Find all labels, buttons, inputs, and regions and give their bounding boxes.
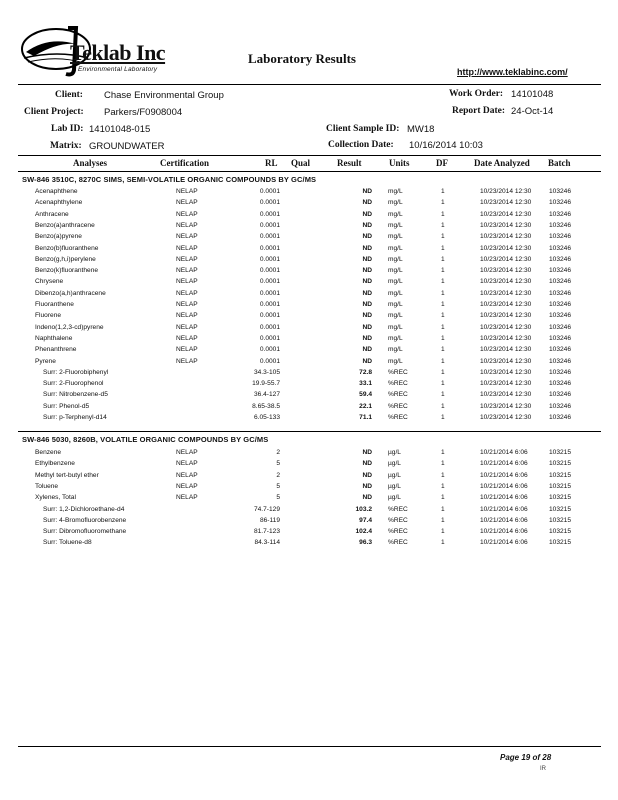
rl-cell: 5 (276, 494, 280, 502)
result-cell: ND (362, 221, 372, 229)
table-row (0, 323, 618, 334)
footer-rule (18, 746, 601, 747)
result-cell: ND (362, 471, 372, 479)
col-df: DF (436, 158, 448, 168)
analyte-cell: Chrysene (35, 278, 64, 286)
col-analyses: Analyses (73, 158, 108, 168)
date-analyzed-cell: 10/23/2014 12:30 (480, 278, 532, 286)
date-analyzed-cell: 10/21/2014 6:06 (480, 516, 528, 524)
table-row (0, 334, 618, 345)
rl-cell: 0.0001 (259, 346, 280, 354)
section-title: SW-846 5030, 8260B, VOLATILE ORGANIC COMPOUNDS BY GC/MS (22, 435, 269, 444)
table-row (0, 221, 618, 232)
result-cell: ND (362, 244, 372, 252)
units-cell: mg/L (388, 312, 403, 320)
batch-cell: 103246 (549, 289, 572, 297)
date-analyzed-cell: 10/21/2014 6:06 (480, 505, 528, 513)
analyte-cell: Benzo(k)fluoranthene (35, 267, 99, 275)
corner-mark: IR (540, 766, 546, 772)
batch-cell: 103246 (549, 199, 572, 207)
analyte-cell: Benzo(b)fluoranthene (35, 244, 99, 252)
client-label: Client: (55, 90, 83, 100)
df-cell: 1 (441, 346, 445, 354)
result-cell: ND (362, 278, 372, 286)
units-cell: µg/L (388, 482, 401, 490)
analyte-cell: Surr: 2-Fluorophenol (43, 380, 104, 388)
batch-cell: 103246 (549, 210, 572, 218)
date-analyzed-cell: 10/21/2014 6:06 (480, 471, 528, 479)
units-cell: %REC (388, 414, 408, 421)
rl-cell: 0.0001 (259, 323, 280, 331)
analyte-cell: Anthracene (35, 210, 69, 218)
df-cell: 1 (441, 449, 445, 456)
sample-label: Client Sample ID: (326, 124, 400, 134)
batch-cell: 103215 (549, 449, 572, 456)
date-analyzed-cell: 10/21/2014 6:06 (480, 494, 528, 502)
rl-cell: 0.0001 (259, 244, 280, 252)
batch-cell: 103246 (549, 301, 572, 308)
date-analyzed-cell: 10/23/2014 12:30 (480, 221, 532, 229)
date-analyzed-cell: 10/21/2014 6:06 (480, 539, 528, 547)
result-cell: 97.4 (359, 516, 372, 524)
certification-cell: NELAP (176, 301, 198, 308)
result-cell: 59.4 (359, 391, 372, 399)
table-row (0, 459, 618, 470)
df-cell: 1 (441, 334, 445, 342)
rl-cell: 81.7-123 (253, 528, 280, 536)
rl-cell: 0.0001 (259, 334, 280, 342)
date-analyzed-cell: 10/23/2014 12:30 (480, 414, 532, 421)
section-title: SW-846 3510C, 8270C SIMS, SEMI-VOLATILE ORGANIC COMPOUNDS BY GC/MS (22, 175, 317, 184)
rl-cell: 6.05-133 (253, 414, 280, 421)
analyte-cell: Toluene (35, 482, 59, 490)
analyte-cell: Fluorene (35, 312, 62, 320)
df-cell: 1 (441, 380, 445, 388)
rl-cell: 0.0001 (259, 301, 280, 308)
table-row (0, 505, 618, 516)
batch-cell: 103246 (549, 255, 572, 263)
result-cell: 72.8 (359, 368, 372, 376)
date-analyzed-cell: 10/23/2014 12:30 (480, 255, 532, 263)
rl-cell: 34.3-105 (253, 368, 280, 376)
date-analyzed-cell: 10/21/2014 6:06 (480, 482, 528, 490)
date-analyzed-cell: 10/23/2014 12:30 (480, 323, 532, 331)
batch-cell: 103246 (549, 414, 572, 421)
batch-cell: 103246 (549, 233, 572, 241)
table-row (0, 471, 618, 482)
df-cell: 1 (441, 528, 445, 536)
df-cell: 1 (441, 402, 445, 410)
df-cell: 1 (441, 199, 445, 207)
batch-cell: 103215 (549, 460, 572, 468)
batch-cell: 103246 (549, 188, 572, 195)
df-cell: 1 (441, 244, 445, 252)
result-cell: ND (362, 323, 372, 331)
batch-cell: 103215 (549, 528, 572, 536)
rl-cell: 2 (276, 471, 280, 479)
rl-cell: 19.9-55.7 (252, 380, 280, 388)
analyte-cell: Acenaphthene (35, 188, 78, 195)
analyte-cell: Benzo(a)anthracene (35, 221, 95, 229)
date-analyzed-cell: 10/23/2014 12:30 (480, 346, 532, 354)
batch-cell: 103246 (549, 278, 572, 286)
units-cell: %REC (388, 368, 408, 376)
workorder-label: Work Order: (449, 89, 504, 99)
col-date-analyzed: Date Analyzed (474, 158, 530, 168)
table-row (0, 493, 618, 504)
table-row (0, 232, 618, 243)
units-cell: mg/L (388, 255, 403, 263)
analyte-cell: Pyrene (35, 357, 56, 365)
result-cell: ND (362, 482, 372, 490)
project-label: Client Project: (24, 107, 84, 117)
units-cell: %REC (388, 516, 408, 524)
date-analyzed-cell: 10/23/2014 12:30 (480, 210, 532, 218)
df-cell: 1 (441, 301, 445, 308)
rl-cell: 74.7-129 (253, 505, 280, 513)
date-analyzed-cell: 10/23/2014 12:30 (480, 289, 532, 297)
result-cell: ND (362, 460, 372, 468)
table-row (0, 448, 618, 459)
analyte-cell: Ethylbenzene (35, 460, 75, 468)
result-cell: ND (362, 334, 372, 342)
certification-cell: NELAP (176, 334, 198, 342)
col-rl: RL (265, 158, 278, 168)
header-rule (18, 84, 601, 85)
result-cell: ND (362, 357, 372, 365)
batch-cell: 103215 (549, 505, 572, 513)
units-cell: mg/L (388, 289, 403, 297)
certification-cell: NELAP (176, 312, 198, 320)
rl-cell: 0.0001 (259, 267, 280, 275)
df-cell: 1 (441, 414, 445, 421)
table-row (0, 538, 618, 549)
table-header-rule (18, 171, 601, 172)
rl-cell: 2 (276, 449, 280, 456)
table-row (0, 402, 618, 413)
units-cell: mg/L (388, 323, 403, 331)
df-cell: 1 (441, 278, 445, 286)
analyte-cell: Surr: 4-Bromofluorobenzene (43, 516, 127, 524)
rl-cell: 8.65-38.5 (252, 402, 280, 410)
units-cell: %REC (388, 528, 408, 536)
date-analyzed-cell: 10/23/2014 12:30 (480, 368, 532, 376)
batch-cell: 103246 (549, 391, 572, 399)
date-analyzed-cell: 10/23/2014 12:30 (480, 199, 532, 207)
analyte-cell: Fluoranthene (35, 301, 74, 308)
analyte-cell: Methyl tert-butyl ether (35, 471, 99, 479)
date-analyzed-cell: 10/23/2014 12:30 (480, 301, 532, 308)
collection-value: 10/16/2014 10:03 (409, 140, 483, 151)
rl-cell: 0.0001 (259, 312, 280, 320)
rl-cell: 0.0001 (259, 278, 280, 286)
table-row (0, 379, 618, 390)
analyte-cell: Indeno(1,2,3-cd)pyrene (35, 323, 104, 331)
units-cell: mg/L (388, 244, 403, 252)
table-row (0, 244, 618, 255)
df-cell: 1 (441, 210, 445, 218)
rl-cell: 0.0001 (259, 289, 280, 297)
units-cell: mg/L (388, 301, 403, 308)
batch-cell: 103246 (549, 312, 572, 320)
date-analyzed-cell: 10/23/2014 12:30 (480, 233, 532, 241)
table-row (0, 527, 618, 538)
certification-cell: NELAP (176, 346, 198, 354)
units-cell: mg/L (388, 278, 403, 286)
certification-cell: NELAP (176, 199, 198, 207)
analyte-cell: Surr: 1,2-Dichloroethane-d4 (43, 505, 125, 513)
batch-cell: 103246 (549, 244, 572, 252)
result-cell: ND (362, 494, 372, 502)
table-row (0, 413, 618, 424)
table-row (0, 300, 618, 311)
df-cell: 1 (441, 233, 445, 241)
report-title: Laboratory Results (248, 51, 356, 66)
certification-cell: NELAP (176, 460, 198, 468)
table-row (0, 345, 618, 356)
certification-cell: NELAP (176, 221, 198, 229)
units-cell: %REC (388, 380, 408, 388)
date-analyzed-cell: 10/21/2014 6:06 (480, 460, 528, 468)
result-cell: ND (362, 312, 372, 320)
workorder-value: 14101048 (511, 89, 554, 100)
result-cell: ND (362, 346, 372, 354)
certification-cell: NELAP (176, 244, 198, 252)
result-cell: 71.1 (359, 414, 372, 421)
units-cell: %REC (388, 505, 408, 513)
result-cell: ND (362, 301, 372, 308)
units-cell: mg/L (388, 334, 403, 342)
result-cell: 22.1 (359, 402, 372, 410)
labid-label: Lab ID: (51, 124, 84, 134)
batch-cell: 103215 (549, 471, 572, 479)
table-row (0, 210, 618, 221)
batch-cell: 103246 (549, 402, 572, 410)
website-link[interactable]: http://www.teklabinc.com/ (457, 67, 568, 77)
table-row (0, 357, 618, 368)
table-top-rule (18, 155, 601, 156)
result-cell: ND (362, 199, 372, 207)
project-value: Parkers/F0908004 (104, 107, 183, 118)
df-cell: 1 (441, 516, 445, 524)
batch-cell: 103246 (549, 323, 572, 331)
batch-cell: 103215 (549, 482, 572, 490)
df-cell: 1 (441, 255, 445, 263)
df-cell: 1 (441, 267, 445, 275)
df-cell: 1 (441, 289, 445, 297)
result-cell: ND (362, 267, 372, 275)
table-row (0, 277, 618, 288)
units-cell: µg/L (388, 471, 401, 479)
batch-cell: 103246 (549, 267, 572, 275)
sample-value: MW18 (407, 124, 435, 135)
date-analyzed-cell: 10/23/2014 12:30 (480, 357, 532, 365)
rl-cell: 0.0001 (259, 221, 280, 229)
table-row (0, 266, 618, 277)
date-analyzed-cell: 10/23/2014 12:30 (480, 402, 532, 410)
result-cell: ND (362, 289, 372, 297)
analyte-cell: Surr: p-Terphenyl-d14 (43, 414, 107, 421)
result-cell: ND (362, 210, 372, 218)
client-value: Chase Environmental Group (104, 90, 224, 101)
certification-cell: NELAP (176, 278, 198, 286)
rl-cell: 36.4-127 (253, 391, 280, 399)
col-result: Result (337, 158, 362, 168)
analyte-cell: Benzene (35, 449, 62, 456)
units-cell: mg/L (388, 357, 403, 365)
batch-cell: 103215 (549, 494, 572, 502)
date-analyzed-cell: 10/21/2014 6:06 (480, 449, 528, 456)
certification-cell: NELAP (176, 267, 198, 275)
df-cell: 1 (441, 471, 445, 479)
df-cell: 1 (441, 323, 445, 331)
certification-cell: NELAP (176, 471, 198, 479)
df-cell: 1 (441, 391, 445, 399)
analyte-cell: Surr: Nitrobenzene-d5 (43, 391, 108, 399)
collection-label: Collection Date: (328, 140, 394, 150)
analyte-cell: Naphthalene (35, 334, 73, 342)
reportdate-value: 24-Oct-14 (511, 106, 554, 117)
col-qual: Qual (291, 158, 311, 168)
rl-cell: 0.0001 (259, 357, 280, 365)
date-analyzed-cell: 10/23/2014 12:30 (480, 334, 532, 342)
result-cell: ND (362, 188, 372, 195)
rl-cell: 0.0001 (259, 188, 280, 195)
date-analyzed-cell: 10/23/2014 12:30 (480, 391, 532, 399)
df-cell: 1 (441, 221, 445, 229)
batch-cell: 103246 (549, 334, 572, 342)
rl-cell: 0.0001 (259, 233, 280, 241)
analyte-cell: Acenaphthylene (35, 199, 83, 207)
reportdate-label: Report Date: (452, 106, 506, 116)
certification-cell: NELAP (176, 482, 198, 490)
table-row (0, 516, 618, 527)
col-batch: Batch (548, 158, 571, 168)
certification-cell: NELAP (176, 188, 198, 195)
table-row (0, 198, 618, 209)
date-analyzed-cell: 10/23/2014 12:30 (480, 244, 532, 252)
analyte-cell: Xylenes, Total (35, 494, 76, 502)
rl-cell: 5 (276, 482, 280, 490)
batch-cell: 103246 (549, 380, 572, 388)
table-row (0, 390, 618, 401)
result-cell: 102.4 (355, 528, 372, 536)
analyte-cell: Surr: 2-Fluorobiphenyl (43, 368, 109, 376)
rl-cell: 86-119 (259, 516, 280, 524)
units-cell: mg/L (388, 267, 403, 275)
date-analyzed-cell: 10/21/2014 6:06 (480, 528, 528, 536)
units-cell: µg/L (388, 460, 401, 468)
page-number: Page 19 of 28 (500, 753, 552, 762)
matrix-value: GROUNDWATER (89, 141, 165, 152)
certification-cell: NELAP (176, 449, 198, 456)
company-subtitle: Environmental Laboratory (78, 66, 158, 73)
table-row (0, 187, 618, 198)
rl-cell: 5 (276, 460, 280, 468)
date-analyzed-cell: 10/23/2014 12:30 (480, 380, 532, 388)
batch-cell: 103246 (549, 368, 572, 376)
units-cell: mg/L (388, 210, 403, 218)
units-cell: mg/L (388, 199, 403, 207)
table-row (0, 255, 618, 266)
rl-cell: 0.0001 (259, 210, 280, 218)
certification-cell: NELAP (176, 323, 198, 331)
df-cell: 1 (441, 357, 445, 365)
date-analyzed-cell: 10/23/2014 12:30 (480, 267, 532, 275)
batch-cell: 103246 (549, 357, 572, 365)
analyte-cell: Surr: Dibromofluoromethane (43, 528, 127, 536)
df-cell: 1 (441, 482, 445, 490)
analyte-cell: Benzo(g,h,i)perylene (35, 255, 96, 263)
df-cell: 1 (441, 460, 445, 468)
df-cell: 1 (441, 312, 445, 320)
units-cell: %REC (388, 391, 408, 399)
table-row (0, 311, 618, 322)
analyte-cell: Dibenzo(a,h)anthracene (35, 289, 106, 297)
units-cell: mg/L (388, 221, 403, 229)
analyte-cell: Surr: Phenol-d5 (43, 402, 90, 410)
table-row (0, 289, 618, 300)
analyte-cell: Benzo(a)pyrene (35, 233, 82, 241)
rl-cell: 84.3-114 (254, 539, 280, 547)
result-cell: 33.1 (359, 380, 372, 388)
rl-cell: 0.0001 (259, 199, 280, 207)
col-units: Units (389, 158, 410, 168)
batch-cell: 103215 (549, 539, 572, 547)
certification-cell: NELAP (176, 357, 198, 365)
date-analyzed-cell: 10/23/2014 12:30 (480, 188, 532, 195)
date-analyzed-cell: 10/23/2014 12:30 (480, 312, 532, 320)
certification-cell: NELAP (176, 255, 198, 263)
result-cell: 96.3 (359, 539, 372, 547)
batch-cell: 103246 (549, 221, 572, 229)
df-cell: 1 (441, 188, 445, 195)
certification-cell: NELAP (176, 233, 198, 241)
df-cell: 1 (441, 368, 445, 376)
labid-value: 14101048-015 (89, 124, 151, 135)
df-cell: 1 (441, 539, 445, 547)
units-cell: mg/L (388, 188, 403, 195)
df-cell: 1 (441, 505, 445, 513)
certification-cell: NELAP (176, 289, 198, 297)
analyte-cell: Phenanthrene (35, 346, 77, 354)
section-divider (18, 431, 601, 432)
batch-cell: 103246 (549, 346, 572, 354)
certification-cell: NELAP (176, 494, 198, 502)
batch-cell: 103215 (549, 516, 572, 524)
table-row (0, 368, 618, 379)
result-cell: 103.2 (355, 505, 372, 513)
units-cell: %REC (388, 539, 408, 547)
units-cell: mg/L (388, 346, 403, 354)
certification-cell: NELAP (176, 210, 198, 218)
company-name: Teklab Inc (70, 40, 166, 65)
units-cell: µg/L (388, 449, 401, 456)
col-certification: Certification (160, 158, 209, 168)
df-cell: 1 (441, 494, 445, 502)
result-cell: ND (362, 449, 372, 456)
rl-cell: 0.0001 (259, 255, 280, 263)
matrix-label: Matrix: (50, 141, 82, 151)
units-cell: mg/L (388, 233, 403, 241)
result-cell: ND (362, 233, 372, 241)
result-cell: ND (362, 255, 372, 263)
units-cell: µg/L (388, 494, 401, 502)
units-cell: %REC (388, 402, 408, 410)
table-row (0, 482, 618, 493)
analyte-cell: Surr: Toluene-d8 (43, 539, 92, 547)
